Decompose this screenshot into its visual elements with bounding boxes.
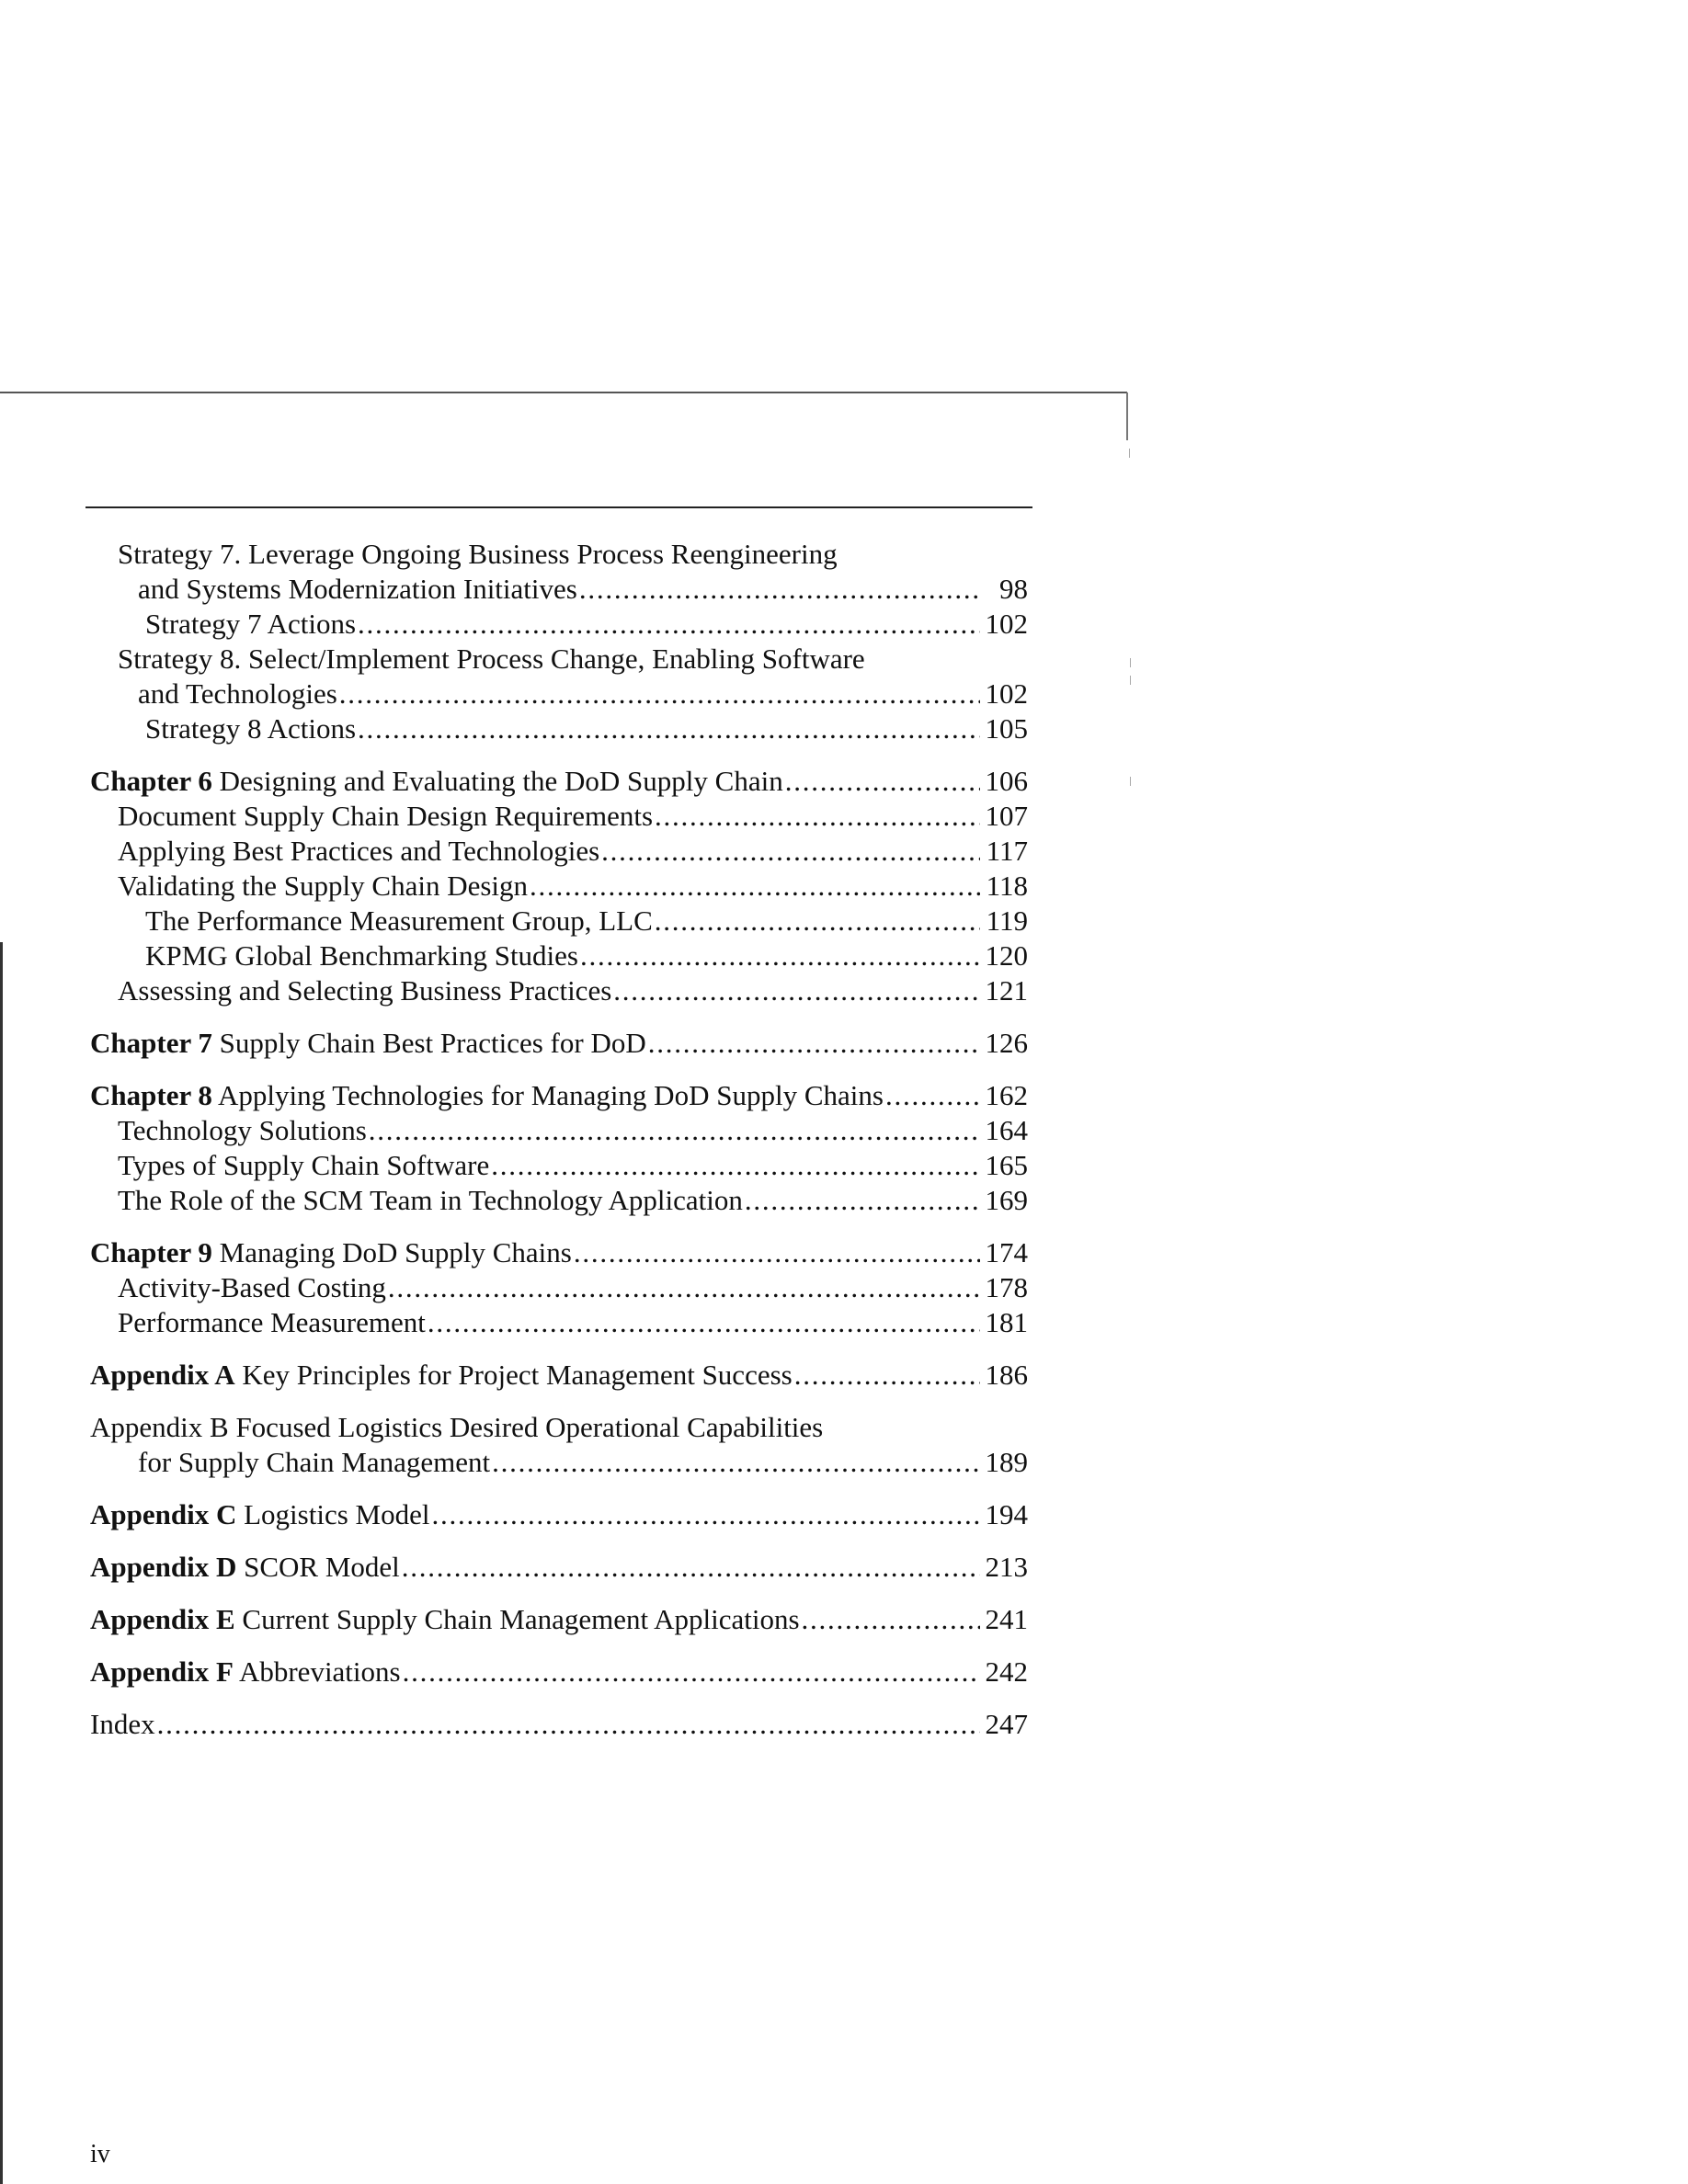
toc-entry-heading: Appendix D — [90, 1551, 237, 1583]
dot-leader — [655, 799, 980, 834]
toc-entry-title: Supply Chain Best Practices for DoD — [219, 1027, 646, 1059]
dot-leader — [613, 973, 980, 1008]
page-number: iv — [90, 2140, 110, 2168]
toc-entry-page: 105 — [985, 712, 1028, 745]
toc-entry-label — [90, 764, 783, 799]
toc-entry-title: Strategy 7 Actions — [145, 608, 357, 640]
toc-entry-title: The Performance Measurement Group, LLC — [145, 904, 653, 937]
toc-entry-page: 181 — [985, 1306, 1028, 1338]
dot-leader — [601, 834, 980, 869]
table-of-contents — [90, 537, 1028, 1742]
toc-entry[interactable] — [90, 973, 1028, 1008]
dot-leader — [648, 1026, 980, 1061]
toc-entry[interactable] — [90, 537, 1028, 572]
scan-edge-line — [0, 942, 3, 2184]
toc-entry-label — [118, 834, 599, 869]
toc-entry-label — [118, 1183, 743, 1218]
toc-entry[interactable] — [90, 764, 1028, 799]
toc-entry[interactable] — [90, 1113, 1028, 1148]
toc-entry-label — [118, 1305, 426, 1340]
toc-entry-heading: Appendix F — [90, 1655, 234, 1688]
toc-entry-title: Applying Best Practices and Technologies — [118, 835, 600, 867]
dot-leader — [745, 1183, 980, 1218]
dot-leader — [403, 1655, 980, 1689]
dot-leader — [802, 1602, 980, 1637]
toc-entry-page: 178 — [985, 1271, 1028, 1303]
toc-entry-label — [118, 1270, 386, 1305]
toc-entry-label — [138, 677, 337, 711]
toc-entry-page: 126 — [985, 1027, 1028, 1059]
toc-entry[interactable] — [90, 1305, 1028, 1340]
dot-leader — [402, 1550, 980, 1585]
toc-entry-page: 174 — [985, 1236, 1028, 1268]
toc-entry-title: Current Supply Chain Management Applications — [242, 1603, 800, 1635]
toc-entry-title: and Systems Modernization Initiatives — [138, 573, 577, 605]
toc-entry-title: Applying Technologies for Managing DoD Supply Chains — [217, 1079, 884, 1111]
toc-entry-title: Managing DoD Supply Chains — [219, 1236, 572, 1268]
toc-entry-page: 102 — [985, 608, 1028, 640]
toc-entry[interactable] — [90, 834, 1028, 869]
toc-entry[interactable] — [90, 799, 1028, 834]
dot-leader — [492, 1445, 980, 1480]
toc-entry[interactable] — [90, 1270, 1028, 1305]
toc-entry-label — [118, 1148, 489, 1183]
toc-entry-title: Strategy 8. Select/Implement Process Change, Enabling Software — [118, 643, 865, 675]
toc-entry-label — [138, 572, 577, 607]
toc-entry-title: The Role of the SCM Team in Technology Application — [118, 1184, 743, 1216]
dot-leader — [358, 607, 980, 642]
toc-entry-heading: Chapter 9 — [90, 1236, 212, 1268]
header-rule — [86, 506, 1032, 508]
toc-entry-title: Types of Supply Chain Software — [118, 1149, 490, 1181]
toc-entry-title: KPMG Global Benchmarking Studies — [145, 939, 578, 972]
toc-entry-label — [90, 1707, 155, 1742]
toc-entry[interactable] — [90, 1148, 1028, 1183]
dot-leader — [574, 1235, 980, 1270]
toc-entry-page: 162 — [985, 1079, 1028, 1111]
toc-entry[interactable] — [90, 1707, 1028, 1742]
toc-entry-label — [118, 643, 865, 675]
dot-leader — [358, 711, 980, 746]
toc-entry-heading: Chapter 6 — [90, 765, 212, 797]
toc-entry-label — [145, 711, 356, 746]
toc-entry-label — [145, 607, 356, 642]
toc-entry-page: 242 — [985, 1655, 1028, 1688]
dot-leader — [885, 1078, 980, 1113]
toc-entry[interactable] — [90, 1655, 1028, 1689]
toc-entry[interactable] — [90, 642, 1028, 677]
toc-entry[interactable] — [90, 1078, 1028, 1113]
toc-entry[interactable] — [90, 904, 1028, 938]
toc-entry-label — [145, 938, 578, 973]
toc-entry-title: Strategy 7. Leverage Ongoing Business Process Reengineering — [118, 538, 838, 570]
toc-entry-label — [145, 904, 653, 938]
toc-entry-page: 102 — [985, 677, 1028, 710]
toc-entry-label — [90, 1602, 800, 1637]
toc-entry-title: Strategy 8 Actions — [145, 712, 357, 745]
dot-leader — [579, 572, 980, 607]
toc-entry-label — [118, 538, 838, 570]
toc-entry-page: 165 — [985, 1149, 1028, 1181]
dot-leader — [428, 1305, 980, 1340]
toc-entry-page: 213 — [985, 1551, 1028, 1583]
toc-entry-title: Performance Measurement — [118, 1306, 426, 1338]
toc-entry-title: Technology Solutions — [118, 1114, 367, 1146]
toc-entry-page: 98 — [999, 573, 1028, 605]
toc-entry-page: 189 — [985, 1446, 1028, 1478]
toc-entry-page: 106 — [985, 765, 1028, 797]
toc-entry-page: 194 — [985, 1498, 1028, 1530]
toc-entry-title: Focused Logistics Desired Operational Capabilities — [235, 1411, 824, 1443]
scan-speck — [1130, 777, 1131, 786]
toc-entry-label — [90, 1358, 793, 1393]
toc-entry[interactable] — [90, 1602, 1028, 1637]
toc-entry-title: Logistics Model — [244, 1498, 430, 1530]
toc-entry-heading: Chapter 7 — [90, 1027, 212, 1059]
toc-entry-page: 169 — [985, 1184, 1028, 1216]
toc-entry-title: SCOR Model — [244, 1551, 400, 1583]
toc-entry-title: Assessing and Selecting Business Practices — [118, 974, 612, 1007]
dot-leader — [369, 1113, 980, 1148]
toc-entry-label — [90, 1497, 429, 1532]
toc-entry[interactable] — [90, 572, 1028, 607]
dot-leader — [431, 1497, 980, 1532]
toc-entry-label — [118, 799, 653, 834]
toc-entry[interactable] — [90, 677, 1028, 711]
toc-entry[interactable] — [90, 869, 1028, 904]
toc-entry-heading: Chapter 8 — [90, 1079, 212, 1111]
toc-entry-page: 121 — [985, 974, 1028, 1007]
toc-entry-page: 117 — [986, 835, 1028, 867]
toc-entry-page: 186 — [985, 1359, 1028, 1391]
toc-entry-label — [90, 1026, 646, 1061]
toc-entry-title: Key Principles for Project Management Success — [242, 1359, 793, 1391]
toc-entry-heading: Appendix B — [90, 1411, 229, 1443]
toc-entry-title: Abbreviations — [238, 1655, 401, 1688]
toc-entry-title: Designing and Evaluating the DoD Supply Chain — [219, 765, 783, 797]
dot-leader — [580, 938, 980, 973]
toc-entry-label — [90, 1411, 823, 1443]
toc-entry-page: 119 — [986, 904, 1028, 937]
scan-edge-line — [1126, 392, 1128, 440]
toc-entry-page: 118 — [986, 870, 1028, 902]
scan-speck — [1129, 449, 1130, 458]
scan-speck — [1130, 676, 1131, 685]
toc-entry-title: Index — [90, 1708, 155, 1740]
dot-leader — [157, 1707, 980, 1742]
toc-entry-title: Document Supply Chain Design Requirements — [118, 800, 654, 832]
toc-entry-page: 120 — [985, 939, 1028, 972]
toc-entry[interactable] — [90, 1183, 1028, 1218]
dot-leader — [530, 869, 980, 904]
dot-leader — [794, 1358, 980, 1393]
toc-entry[interactable] — [90, 1497, 1028, 1532]
dot-leader — [388, 1270, 980, 1305]
toc-entry-page: 247 — [985, 1708, 1028, 1740]
toc-entry-page: 241 — [985, 1603, 1028, 1635]
toc-entry-heading: Appendix E — [90, 1603, 235, 1635]
toc-entry-title: Validating the Supply Chain Design — [118, 870, 529, 902]
toc-entry-heading: Appendix C — [90, 1498, 237, 1530]
scan-edge-line — [0, 392, 1127, 393]
toc-entry-label — [118, 869, 528, 904]
toc-entry-label — [118, 1113, 367, 1148]
dot-leader — [655, 904, 980, 938]
toc-entry-title: and Technologies — [138, 677, 337, 710]
toc-entry[interactable] — [90, 1445, 1028, 1480]
dot-leader — [491, 1148, 980, 1183]
toc-entry[interactable] — [90, 938, 1028, 973]
toc-entry[interactable] — [90, 1235, 1028, 1270]
toc-entry-label — [90, 1078, 884, 1113]
toc-entry-heading: Appendix A — [90, 1359, 235, 1391]
toc-entry[interactable] — [90, 1410, 1028, 1445]
toc-entry-label — [90, 1655, 401, 1689]
toc-entry[interactable] — [90, 1026, 1028, 1061]
toc-entry[interactable] — [90, 711, 1028, 746]
toc-entry-title: for Supply Chain Management — [138, 1446, 491, 1478]
dot-leader — [785, 764, 980, 799]
toc-entry-label — [118, 973, 611, 1008]
toc-entry-label — [138, 1445, 490, 1480]
toc-entry-page: 164 — [985, 1114, 1028, 1146]
toc-entry[interactable] — [90, 607, 1028, 642]
toc-entry-title: Activity-Based Costing — [118, 1271, 386, 1303]
toc-entry[interactable] — [90, 1358, 1028, 1393]
toc-entry-page: 107 — [985, 800, 1028, 832]
toc-entry[interactable] — [90, 1550, 1028, 1585]
dot-leader — [339, 677, 980, 711]
scan-speck — [1130, 658, 1131, 667]
toc-entry-label — [90, 1550, 400, 1585]
toc-entry-label — [90, 1235, 572, 1270]
